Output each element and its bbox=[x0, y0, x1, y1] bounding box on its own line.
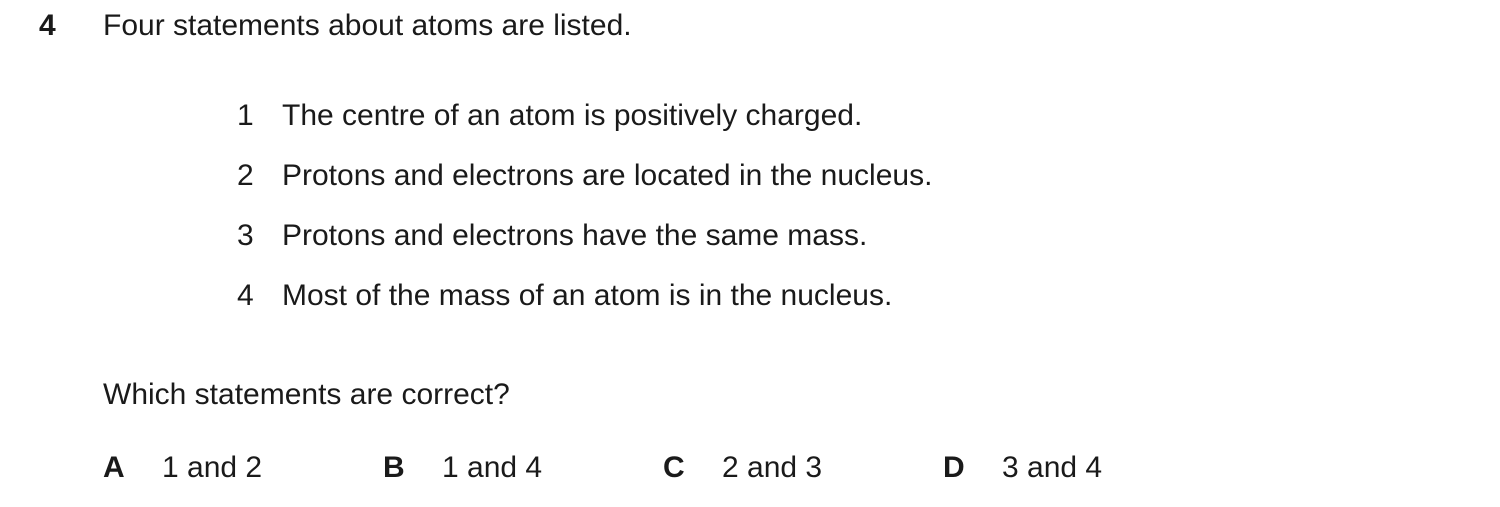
statement-row bbox=[237, 278, 1500, 314]
option-letter: D bbox=[943, 451, 965, 484]
option-letter: B bbox=[383, 451, 405, 484]
question-block bbox=[0, 8, 1500, 507]
option-a bbox=[103, 450, 383, 486]
question-prompt: Four statements about atoms are listed. bbox=[103, 9, 632, 42]
statement-number: 1 bbox=[237, 99, 254, 132]
option-b bbox=[383, 450, 663, 486]
statement-number: 2 bbox=[237, 159, 254, 192]
option-letter: C bbox=[663, 451, 685, 484]
statement-row bbox=[237, 98, 1500, 134]
statement-text: Protons and electrons are located in the nucleus. bbox=[282, 159, 933, 192]
option-d bbox=[943, 450, 1223, 486]
question-number: 4 bbox=[39, 9, 56, 42]
statement-number: 3 bbox=[237, 219, 254, 252]
statement-text: Protons and electrons have the same mass. bbox=[282, 219, 868, 252]
question-ask: Which statements are correct? bbox=[103, 378, 510, 411]
statement-row bbox=[237, 158, 1500, 194]
options-row bbox=[103, 450, 1500, 486]
statement-number: 4 bbox=[237, 279, 254, 312]
question-header bbox=[39, 8, 1500, 44]
option-letter: A bbox=[103, 451, 125, 484]
option-text: 1 and 2 bbox=[162, 451, 263, 484]
statement-row bbox=[237, 218, 1500, 254]
option-text: 3 and 4 bbox=[1002, 451, 1103, 484]
option-text: 1 and 4 bbox=[442, 451, 543, 484]
option-text: 2 and 3 bbox=[722, 451, 823, 484]
statement-list bbox=[237, 98, 1500, 314]
statement-text: The centre of an atom is positively charged. bbox=[282, 99, 863, 132]
option-c bbox=[663, 450, 943, 486]
statement-text: Most of the mass of an atom is in the nucleus. bbox=[282, 279, 893, 312]
